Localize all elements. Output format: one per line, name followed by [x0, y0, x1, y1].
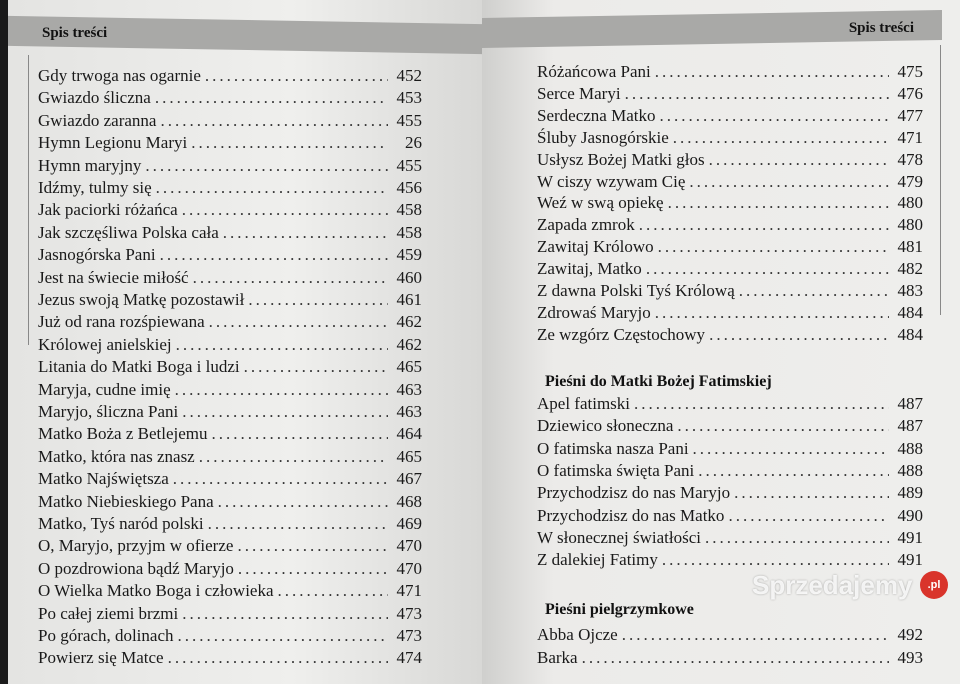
toc-entry: [38, 536, 422, 556]
right-header-title: Spis treści: [848, 20, 914, 36]
dot-leader: [693, 439, 889, 459]
toc-entry: [38, 447, 422, 467]
toc-entry: [537, 281, 923, 301]
dot-leader: [193, 268, 388, 288]
entry-title: Serce Maryi: [537, 83, 621, 103]
entry-title: Weź w swą opiekę: [537, 193, 664, 213]
entry-title: Dziewico słoneczna: [537, 416, 674, 436]
left-header-title: Spis treści: [42, 25, 108, 41]
page-border: [940, 45, 941, 315]
dot-leader: [634, 394, 889, 414]
toc-entry: [537, 215, 923, 235]
entry-page-number: 458: [396, 222, 422, 242]
dot-leader: [709, 150, 889, 170]
entry-page-number: 463: [396, 402, 422, 421]
entry-title: Maryjo, śliczna Pani: [38, 402, 179, 421]
entry-title: Przychodzisz do nas Maryjo: [537, 483, 731, 503]
entry-page-number: 483: [897, 281, 923, 300]
dot-leader: [182, 402, 388, 422]
toc-entry: [38, 380, 422, 400]
entry-title: Jak paciorki różańca: [38, 200, 178, 220]
entry-title: Zawitaj Królowo: [537, 237, 654, 257]
toc-entry: [38, 268, 422, 288]
entry-page-number: 462: [396, 334, 422, 354]
dot-leader: [175, 380, 388, 400]
toc-entry: [537, 150, 923, 170]
toc-entry: [537, 550, 923, 570]
entry-page-number: 493: [897, 648, 923, 667]
toc-entry: [38, 648, 422, 668]
entry-title: Gdy trwoga nas ogarnie: [38, 66, 201, 85]
toc-entry: [537, 416, 923, 436]
dot-leader: [622, 625, 889, 645]
entry-title: Z dawna Polski Tyś Królową: [537, 281, 735, 300]
entry-title: W ciszy wzywam Cię: [537, 171, 686, 191]
dot-leader: [689, 172, 889, 192]
dot-leader: [156, 178, 388, 198]
section-heading-fatima: Pieśni do Matki Bożej Fatimskiej: [545, 373, 772, 390]
dot-leader: [673, 128, 889, 148]
entry-page-number: 468: [396, 491, 422, 511]
entry-page-number: 491: [897, 527, 923, 547]
entry-page-number: 453: [396, 88, 422, 108]
dot-leader: [625, 84, 889, 104]
entry-title: Śluby Jasnogórskie: [537, 127, 669, 147]
dot-leader: [658, 237, 889, 257]
left-page: [8, 0, 482, 684]
dot-leader: [173, 469, 388, 489]
toc-entry: [537, 237, 923, 257]
dot-leader: [734, 483, 889, 503]
watermark-badge: .pl: [920, 571, 948, 599]
entry-page-number: 480: [897, 193, 923, 213]
entry-title: Już od rana rozśpiewana: [38, 312, 205, 332]
dot-leader: [677, 416, 889, 436]
dot-leader: [205, 66, 388, 86]
entry-title: Zdrowaś Maryjo: [537, 302, 651, 322]
toc-entry: [38, 111, 422, 131]
toc-entry: [38, 223, 422, 243]
dot-leader: [655, 303, 889, 323]
toc-entry: [38, 559, 422, 579]
entry-title: Ze wzgórz Częstochowy: [537, 324, 706, 344]
toc-entry: [38, 335, 422, 355]
page-border: [28, 55, 29, 345]
toc-entry: [38, 514, 422, 534]
toc-entry: [537, 172, 923, 192]
dot-leader: [582, 648, 889, 668]
dot-leader: [659, 106, 889, 126]
toc-entry: [537, 439, 923, 459]
entry-page-number: 481: [897, 237, 923, 257]
toc-entry: [537, 62, 923, 82]
dot-leader: [248, 290, 388, 310]
dot-leader: [639, 215, 889, 235]
dot-leader: [178, 626, 389, 646]
entry-page-number: 491: [897, 550, 923, 570]
entry-page-number: 488: [897, 460, 923, 480]
dot-leader: [208, 514, 388, 534]
entry-title: O, Maryjo, przyjm w ofierze: [38, 536, 234, 556]
dot-leader: [218, 492, 388, 512]
toc-entry: [537, 394, 923, 414]
entry-title: Po górach, dolinach: [38, 626, 174, 645]
toc-entry: [38, 492, 422, 512]
entry-title: Hymn Legionu Maryi: [38, 133, 188, 153]
dot-leader: [209, 312, 388, 332]
entry-page-number: 459: [396, 245, 422, 265]
toc-entry: [38, 424, 422, 444]
dot-leader: [646, 259, 889, 279]
entry-title: Zawitaj, Matko: [537, 259, 642, 279]
entry-page-number: 26: [405, 133, 422, 153]
entry-title: Zapada zmrok: [537, 215, 635, 235]
dot-leader: [160, 245, 388, 265]
dot-leader: [168, 648, 388, 668]
entry-page-number: 452: [396, 66, 422, 85]
toc-entry: [38, 156, 422, 176]
watermark-logo: Sprzedajemy: [752, 570, 913, 600]
toc-entry: [537, 461, 923, 481]
entry-title: Matko Niebieskiego Pana: [38, 491, 214, 511]
entry-title: Z dalekiej Fatimy: [537, 550, 658, 570]
entry-page-number: 475: [897, 62, 923, 81]
toc-entry: [537, 648, 923, 668]
dot-leader: [211, 424, 388, 444]
entry-page-number: 463: [396, 379, 422, 399]
dot-leader: [662, 550, 889, 570]
section-heading-pilgrim: Pieśni pielgrzymkowe: [545, 601, 694, 618]
toc-entry: [537, 128, 923, 148]
toc-entry: [537, 528, 923, 548]
toc-entry: [537, 325, 923, 345]
dot-leader: [155, 88, 388, 108]
entry-page-number: 478: [897, 149, 923, 169]
entry-title: Idźmy, tulmy się: [38, 178, 152, 197]
entry-title: Królowej anielskiej: [38, 334, 172, 354]
entry-page-number: 458: [396, 200, 422, 220]
toc-entry: [537, 483, 923, 503]
dot-leader: [705, 528, 889, 548]
entry-title: Matko Boża z Betlejemu: [38, 424, 208, 444]
toc-entry: [38, 290, 422, 310]
entry-title: Apel fatimski: [537, 394, 631, 413]
entry-page-number: 476: [897, 83, 923, 103]
entry-page-number: 473: [396, 603, 422, 623]
toc-entry: [537, 84, 923, 104]
toc-entry: [537, 193, 923, 213]
entry-title: Matko Najświętsza: [38, 469, 169, 489]
dot-leader: [278, 581, 388, 601]
entry-page-number: 480: [897, 215, 923, 235]
entry-title: Jest na świecie miłość: [38, 267, 189, 287]
entry-title: Powierz się Matce: [38, 648, 164, 668]
entry-page-number: 469: [396, 514, 422, 533]
entry-title: Po całej ziemi brzmi: [38, 603, 179, 623]
toc-entry: [38, 469, 422, 489]
toc-entry: [537, 259, 923, 279]
toc-entry: [38, 604, 422, 624]
entry-page-number: 464: [396, 424, 422, 444]
entry-page-number: 471: [396, 581, 422, 601]
toc-entry: [38, 312, 422, 332]
toc-entry: [38, 626, 422, 646]
toc-entry: [38, 402, 422, 422]
entry-page-number: 456: [396, 178, 422, 197]
dot-leader: [739, 281, 889, 301]
entry-page-number: 492: [897, 625, 923, 644]
toc-entry: [38, 88, 422, 108]
entry-title: Gwiazdo zaranna: [38, 110, 157, 130]
entry-title: Litania do Matki Boga i ludzi: [38, 357, 240, 377]
dot-leader: [182, 604, 388, 624]
dot-leader: [655, 62, 889, 82]
dot-leader: [668, 193, 889, 213]
toc-entry: [38, 581, 422, 601]
entry-title: Przychodzisz do nas Matko: [537, 505, 725, 525]
entry-page-number: 462: [396, 312, 422, 332]
entry-title: Różańcowa Pani: [537, 62, 651, 81]
entry-page-number: 489: [897, 483, 923, 503]
entry-title: Hymn maryjny: [38, 155, 142, 175]
entry-page-number: 477: [897, 105, 923, 125]
entry-title: Jezus swoją Matkę pozostawił: [38, 290, 245, 309]
entry-title: Matko, która nas znasz: [38, 446, 195, 466]
entry-page-number: 465: [396, 357, 422, 377]
entry-page-number: 471: [897, 127, 923, 147]
entry-page-number: 455: [396, 155, 422, 175]
toc-entry: [537, 303, 923, 323]
entry-page-number: 487: [897, 416, 923, 436]
toc-entry: [38, 133, 422, 153]
dot-leader: [698, 461, 889, 481]
entry-page-number: 470: [396, 536, 422, 556]
entry-title: Jasnogórska Pani: [38, 245, 156, 265]
toc-entry: [38, 357, 422, 377]
dot-leader: [237, 536, 388, 556]
entry-title: W słonecznej światłości: [537, 527, 701, 547]
entry-title: Maryja, cudne imię: [38, 379, 171, 399]
dot-leader: [182, 200, 388, 220]
entry-title: Jak szczęśliwa Polska cała: [38, 222, 219, 242]
entry-page-number: 455: [396, 110, 422, 130]
entry-title: Usłysz Bożej Matki głos: [537, 149, 705, 169]
entry-page-number: 490: [897, 505, 923, 525]
dot-leader: [728, 506, 889, 526]
entry-title: Barka: [537, 648, 578, 667]
entry-page-number: 484: [897, 324, 923, 344]
dot-leader: [709, 325, 889, 345]
entry-page-number: 461: [396, 290, 422, 309]
toc-entry: [537, 106, 923, 126]
entry-title: O Wielka Matko Boga i człowieka: [38, 581, 274, 601]
entry-page-number: 467: [396, 469, 422, 489]
toc-entry: [38, 178, 422, 198]
entry-page-number: 474: [396, 648, 422, 668]
dot-leader: [160, 111, 388, 131]
dot-leader: [238, 559, 388, 579]
entry-title: Matko, Tyś naród polski: [38, 514, 204, 533]
toc-entry: [537, 625, 923, 645]
dot-leader: [244, 357, 388, 377]
entry-title: O fatimska nasza Pani: [537, 438, 689, 458]
entry-page-number: 484: [897, 302, 923, 322]
dot-leader: [176, 335, 388, 355]
entry-page-number: 479: [897, 171, 923, 191]
entry-title: Gwiazdo śliczna: [38, 88, 151, 108]
dot-leader: [199, 447, 388, 467]
toc-entry: [38, 245, 422, 265]
entry-title: Serdeczna Matko: [537, 105, 656, 125]
entry-title: O pozdrowiona bądź Maryjo: [38, 558, 234, 578]
dot-leader: [223, 223, 388, 243]
entry-page-number: 487: [897, 394, 923, 413]
dot-leader: [191, 133, 388, 153]
entry-page-number: 473: [396, 626, 422, 645]
entry-page-number: 465: [396, 446, 422, 466]
entry-page-number: 460: [396, 267, 422, 287]
dot-leader: [145, 156, 388, 176]
toc-entry: [38, 66, 422, 86]
entry-page-number: 470: [396, 558, 422, 578]
entry-title: Abba Ojcze: [537, 625, 618, 644]
toc-entry: [38, 200, 422, 220]
entry-title: O fatimska święta Pani: [537, 460, 695, 480]
entry-page-number: 482: [897, 259, 923, 279]
toc-entry: [537, 506, 923, 526]
entry-page-number: 488: [897, 438, 923, 458]
